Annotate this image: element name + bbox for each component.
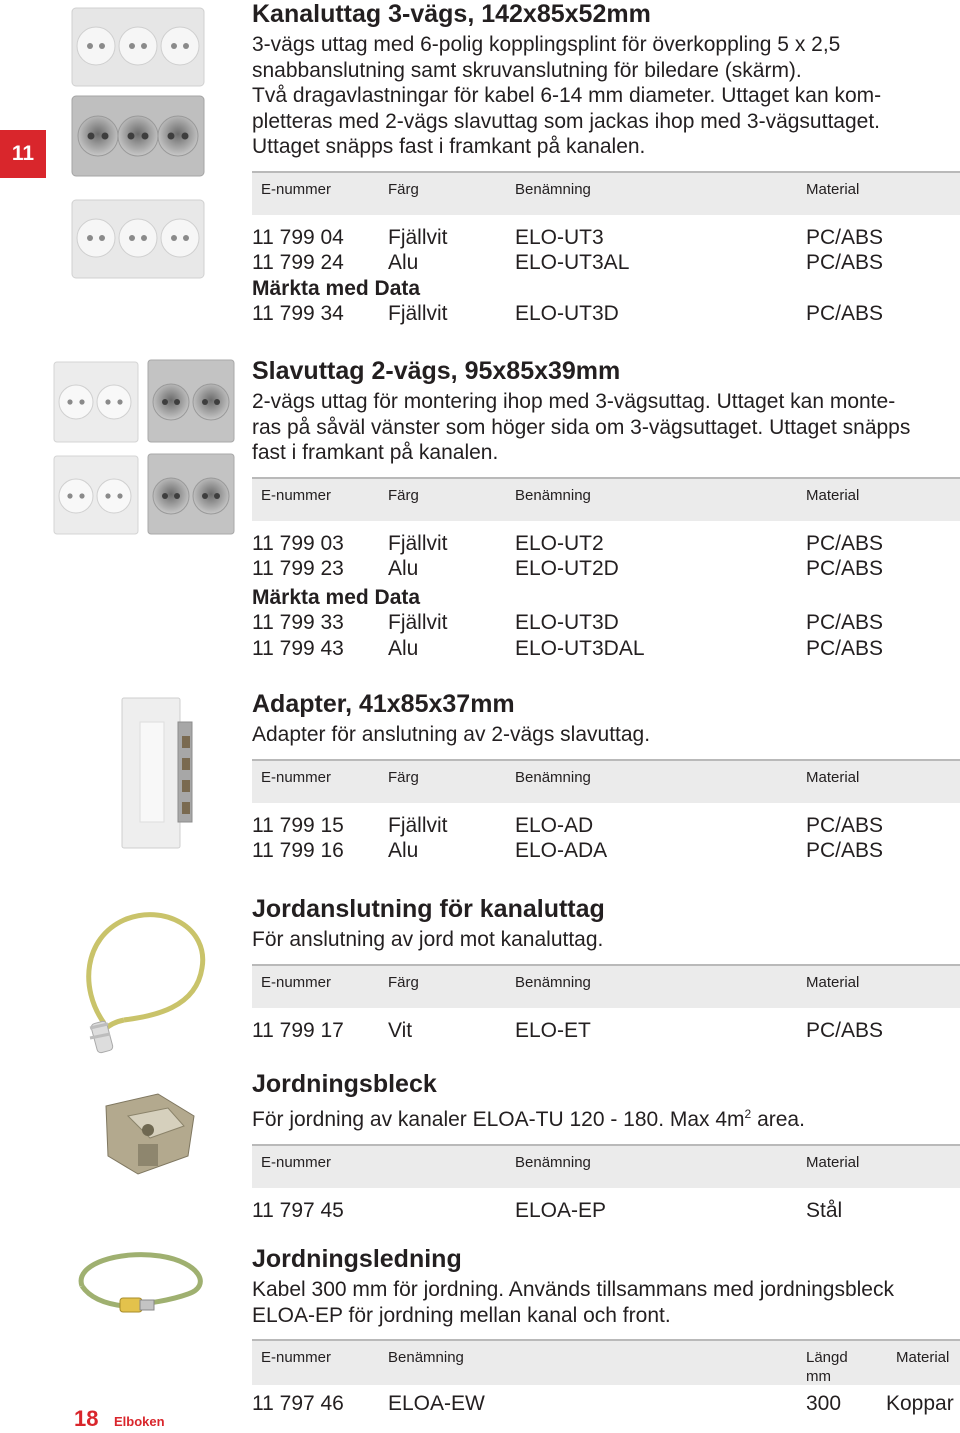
section-title: Kanaluttag 3-vägs, 142x85x52mm bbox=[252, 0, 651, 28]
socket-3way-icon bbox=[66, 0, 206, 290]
cell-enummer: 11 799 04 bbox=[252, 225, 344, 249]
cell-enummer: 11 799 34 bbox=[252, 302, 344, 325]
description-line: Kabel 300 mm för jordning. Används tillsammans med jordningsbleck bbox=[252, 1278, 894, 1301]
cell-enummer: 11 799 33 bbox=[252, 611, 344, 634]
description-line: Uttaget snäpps fast i framkant på kanalen. bbox=[252, 135, 646, 158]
table-header bbox=[252, 1144, 960, 1188]
description-line: pletteras med 2-vägs slavuttag som jackas ihop med 3-vägsuttaget. bbox=[252, 109, 880, 133]
section-title: Jordanslutning för kanaluttag bbox=[252, 895, 605, 923]
header-material: Material bbox=[806, 768, 860, 786]
description-line bbox=[252, 1102, 960, 1133]
table-row bbox=[252, 1018, 960, 1044]
description-line: 3-vägs uttag med 6-polig kopplingsplint för överkoppling 5 x 2,5 bbox=[252, 33, 841, 56]
cell-material: Koppar bbox=[886, 1392, 954, 1415]
cell-benamning: ELO-ADA bbox=[515, 839, 608, 862]
cell-benamning: ELO-UT3D bbox=[515, 611, 619, 634]
table-row bbox=[252, 556, 960, 582]
description-main: För jordning av kanaler ELOA-TU 120 - 180. Max 4m bbox=[252, 1108, 745, 1131]
description-end: area. bbox=[751, 1108, 805, 1131]
header-enummer: E-nummer bbox=[261, 486, 332, 504]
grounding-cable-icon bbox=[70, 1246, 220, 1326]
section-adapter bbox=[252, 690, 960, 864]
table-row bbox=[252, 636, 960, 662]
chapter-tab: 11 bbox=[0, 130, 46, 178]
table-row bbox=[252, 1391, 960, 1417]
header-benamning: Benämning bbox=[515, 973, 591, 991]
description-line: Adapter för anslutning av 2-vägs slavuttag. bbox=[252, 723, 651, 746]
cell-enummer: 11 797 46 bbox=[252, 1392, 344, 1415]
subheading-marked-data: Märkta med Data bbox=[252, 585, 421, 609]
header-material: Material bbox=[806, 973, 860, 991]
section-title: Adapter, 41x85x37mm bbox=[252, 690, 515, 718]
cell-enummer: 11 799 24 bbox=[252, 251, 344, 274]
header-material: Material bbox=[896, 1349, 950, 1366]
header-enummer: E-nummer bbox=[261, 768, 332, 786]
cell-farg: Fjällvit bbox=[388, 302, 448, 325]
section-title: Slavuttag 2-vägs, 95x85x39mm bbox=[252, 357, 621, 385]
header-material: Material bbox=[806, 1153, 860, 1171]
cell-farg: Alu bbox=[388, 839, 419, 862]
grounding-plate-icon bbox=[98, 1086, 208, 1186]
header-benamning: Benämning bbox=[515, 486, 591, 504]
cell-enummer: 11 799 43 bbox=[252, 636, 344, 660]
cell-benamning: ELO-UT2D bbox=[515, 557, 619, 580]
ground-wire-icon bbox=[84, 898, 214, 1068]
cell-material: PC/ABS bbox=[806, 531, 884, 555]
description-line: För anslutning av jord mot kanaluttag. bbox=[252, 928, 604, 951]
section-slavuttag bbox=[252, 357, 960, 661]
cell-farg: Alu bbox=[388, 557, 419, 580]
header-benamning: Benämning bbox=[388, 1349, 464, 1366]
cell-benamning: ELO-AD bbox=[515, 813, 594, 837]
header-enummer: E-nummer bbox=[261, 1349, 332, 1366]
header-farg: Färg bbox=[388, 486, 419, 504]
cell-benamning: ELO-ET bbox=[515, 1018, 591, 1042]
header-material: Material bbox=[806, 180, 860, 198]
header-material: Material bbox=[806, 486, 860, 504]
cell-farg: Fjällvit bbox=[388, 813, 448, 837]
section-jordningsbleck bbox=[252, 1070, 960, 1223]
cell-enummer: 11 799 15 bbox=[252, 813, 344, 837]
cell-enummer: 11 797 45 bbox=[252, 1198, 344, 1222]
cell-enummer: 11 799 03 bbox=[252, 531, 344, 555]
header-enummer: E-nummer bbox=[261, 180, 332, 198]
cell-langd: 300 bbox=[806, 1392, 842, 1415]
cell-material: PC/ABS bbox=[806, 636, 884, 660]
cell-farg: Fjällvit bbox=[388, 611, 448, 634]
cell-farg: Alu bbox=[388, 636, 419, 660]
cell-benamning: ELO-UT3D bbox=[515, 302, 619, 325]
cell-benamning: ELO-UT3DAL bbox=[515, 636, 645, 660]
header-farg: Färg bbox=[388, 768, 419, 786]
cell-farg: Alu bbox=[388, 251, 419, 274]
table-row bbox=[252, 225, 960, 251]
cell-material: PC/ABS bbox=[806, 251, 884, 274]
table-row bbox=[252, 813, 960, 839]
cell-benamning: ELO-UT2 bbox=[515, 531, 604, 555]
header-langd: Längd bbox=[806, 1349, 848, 1366]
cell-benamning: ELO-UT3 bbox=[515, 225, 604, 249]
header-farg: Färg bbox=[388, 180, 419, 198]
table-header bbox=[252, 1339, 960, 1385]
table-header bbox=[252, 477, 960, 521]
cell-benamning: ELOA-EW bbox=[388, 1392, 485, 1415]
cell-material: PC/ABS bbox=[806, 302, 884, 325]
description-line: fast i framkant på kanalen. bbox=[252, 441, 499, 464]
cell-material: PC/ABS bbox=[806, 611, 884, 634]
table-row bbox=[252, 610, 960, 636]
cell-material: PC/ABS bbox=[806, 839, 884, 862]
header-langd-unit: mm bbox=[806, 1368, 831, 1385]
header-benamning: Benämning bbox=[515, 768, 591, 786]
cell-enummer: 11 799 23 bbox=[252, 557, 344, 580]
table-row bbox=[252, 301, 960, 327]
header-enummer: E-nummer bbox=[261, 973, 332, 991]
section-jordningsledning bbox=[252, 1245, 960, 1417]
section-title: Jordningsledning bbox=[252, 1245, 462, 1273]
table-header bbox=[252, 964, 960, 1008]
cell-enummer: 11 799 17 bbox=[252, 1018, 344, 1042]
table-header bbox=[252, 171, 960, 215]
header-benamning: Benämning bbox=[515, 1153, 591, 1171]
cell-material: PC/ABS bbox=[806, 557, 884, 580]
cell-farg: Fjällvit bbox=[388, 531, 448, 555]
header-enummer: E-nummer bbox=[261, 1153, 332, 1171]
description-line: snabbanslutning samt skruvanslutning för biledare (skärm). bbox=[252, 58, 802, 82]
book-name: Elboken bbox=[114, 1414, 165, 1429]
subheading-marked-data: Märkta med Data bbox=[252, 276, 421, 300]
cell-material: PC/ABS bbox=[806, 225, 884, 249]
adapter-icon bbox=[118, 692, 208, 852]
description-line: ras på såväl vänster som höger sida om 3-vägsuttaget. Uttaget snäpps bbox=[252, 415, 911, 439]
description-line: 2-vägs uttag för montering ihop med 3-vägsuttag. Uttaget kan monte- bbox=[252, 390, 896, 413]
header-benamning: Benämning bbox=[515, 180, 591, 198]
section-title: Jordningsbleck bbox=[252, 1070, 437, 1098]
superscript: 2 bbox=[744, 1107, 752, 1121]
table-header bbox=[252, 759, 960, 803]
cell-material: Stål bbox=[806, 1198, 843, 1222]
section-kanaluttag bbox=[252, 0, 960, 327]
page-number: 18 bbox=[74, 1406, 99, 1431]
cell-material: PC/ABS bbox=[806, 813, 884, 837]
cell-enummer: 11 799 16 bbox=[252, 839, 344, 862]
table-row bbox=[252, 838, 960, 864]
cell-benamning: ELOA-EP bbox=[515, 1198, 607, 1222]
cell-farg: Vit bbox=[388, 1018, 413, 1042]
cell-farg: Fjällvit bbox=[388, 225, 448, 249]
table-row bbox=[252, 531, 960, 557]
cell-material: PC/ABS bbox=[806, 1018, 884, 1042]
description-line: Två dragavlastningar för kabel 6-14 mm diameter. Uttaget kan kom- bbox=[252, 84, 882, 107]
table-row bbox=[252, 250, 960, 276]
cell-benamning: ELO-UT3AL bbox=[515, 251, 630, 274]
header-farg: Färg bbox=[388, 973, 419, 991]
description-line: ELOA-EP för jordning mellan kanal och front. bbox=[252, 1303, 671, 1327]
socket-2way-icon bbox=[50, 358, 240, 538]
table-row bbox=[252, 1198, 960, 1224]
section-jordanslutning bbox=[252, 895, 960, 1043]
